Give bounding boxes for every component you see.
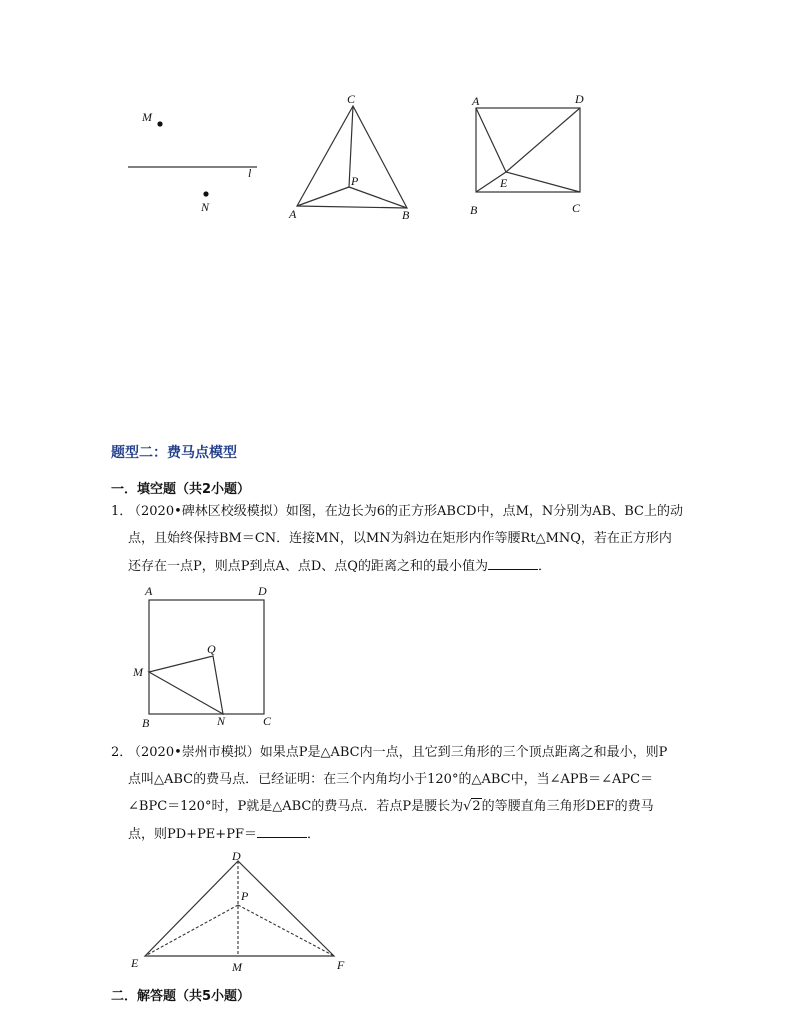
- label-c: C: [263, 714, 272, 728]
- label-m: M: [133, 665, 143, 679]
- question-2-period: ．: [306, 827, 320, 842]
- segment-ec: [506, 172, 580, 192]
- label-p: P: [351, 174, 359, 188]
- label-e: E: [131, 956, 139, 970]
- segment-ea: [476, 108, 506, 172]
- label-n: N: [217, 714, 226, 728]
- segment-pf: [238, 905, 334, 956]
- segment-ed: [506, 108, 580, 172]
- label-m: M: [232, 960, 242, 974]
- label-a: A: [472, 94, 480, 108]
- triangle-mnq: [149, 656, 223, 714]
- sqrt-sign: √: [463, 799, 472, 814]
- point-n: [203, 191, 208, 196]
- label-d: D: [232, 849, 241, 863]
- label-c: C: [572, 201, 581, 215]
- label-n: N: [201, 200, 210, 214]
- label-a: A: [289, 207, 297, 221]
- question-1-number: 1．: [111, 504, 133, 519]
- question-2-number: 2．: [111, 745, 133, 760]
- answer-blank[interactable]: [488, 557, 538, 570]
- segment-pb: [349, 187, 407, 208]
- label-e: E: [500, 176, 508, 190]
- figure-point-line: [120, 100, 270, 220]
- section-title: 题型二：费马点模型: [111, 445, 237, 461]
- label-m: M: [142, 110, 152, 124]
- label-d: D: [258, 584, 267, 598]
- sqrt-radicand: 2: [472, 799, 481, 814]
- figure-square-mnq: [128, 582, 288, 732]
- question-2-line-4-text: 点，则PD+PE+PF＝: [128, 827, 257, 842]
- question-2-line-3b: 的等腰直角三角形DEF的费马: [481, 799, 654, 814]
- question-1-period: ．: [537, 559, 551, 574]
- label-l: l: [248, 166, 252, 180]
- label-f: F: [337, 958, 345, 972]
- question-2-line-2: 点叫△ABC的费马点．已经证明：在三个内角均小于120°的△ABC中，当∠APB＝∠APC＝: [128, 772, 654, 787]
- label-q: Q: [207, 642, 216, 656]
- label-b: B: [142, 716, 150, 730]
- figure-triangle-def: [128, 848, 358, 978]
- question-1-line-1: （2020•碑林区校级模拟）如图，在边长为6的正方形ABCD中，点M，N分别为AB、BC上的动: [128, 504, 683, 519]
- question-2-line-1: （2020•崇州市模拟）如果点P是△ABC内一点，且它到三角形的三个顶点距离之和最小，则P: [128, 745, 668, 760]
- question-1-line-3-text: 还存在一点P，则点P到点A、点D、点Q的距离之和的最小值为: [128, 559, 488, 574]
- segment-pa: [297, 187, 349, 206]
- question-1-line-3: [128, 557, 551, 576]
- label-p: P: [241, 889, 249, 903]
- label-d: D: [575, 92, 584, 106]
- question-2-line-4: [128, 825, 320, 844]
- triangle-def: [145, 861, 334, 956]
- part-heading-solutions: 二．解答题（共5小题）: [111, 989, 251, 1004]
- figure-square-abcd-e: [462, 90, 597, 225]
- square-abcd: [476, 108, 580, 192]
- label-b: B: [470, 203, 478, 217]
- label-b: B: [402, 208, 410, 222]
- question-2-line-3: [128, 798, 654, 816]
- segment-pe: [145, 905, 238, 956]
- square-abcd: [149, 600, 264, 714]
- label-c: C: [347, 92, 356, 106]
- answer-blank[interactable]: [257, 825, 307, 838]
- label-a: A: [145, 584, 153, 598]
- sqrt-two: [463, 798, 482, 816]
- part-heading-fill-blank: 一．填空题（共2小题）: [111, 482, 251, 497]
- question-1-line-2: 点，且始终保持BM＝CN．连接MN，以MN为斜边在矩形内作等腰Rt△MNQ，若在正方形内: [128, 531, 672, 546]
- figure-triangle-abc: [283, 90, 423, 225]
- point-m: [157, 121, 162, 126]
- question-2-line-3a: ∠BPC＝120°时，P就是△ABC的费马点．若点P是腰长为: [128, 799, 464, 814]
